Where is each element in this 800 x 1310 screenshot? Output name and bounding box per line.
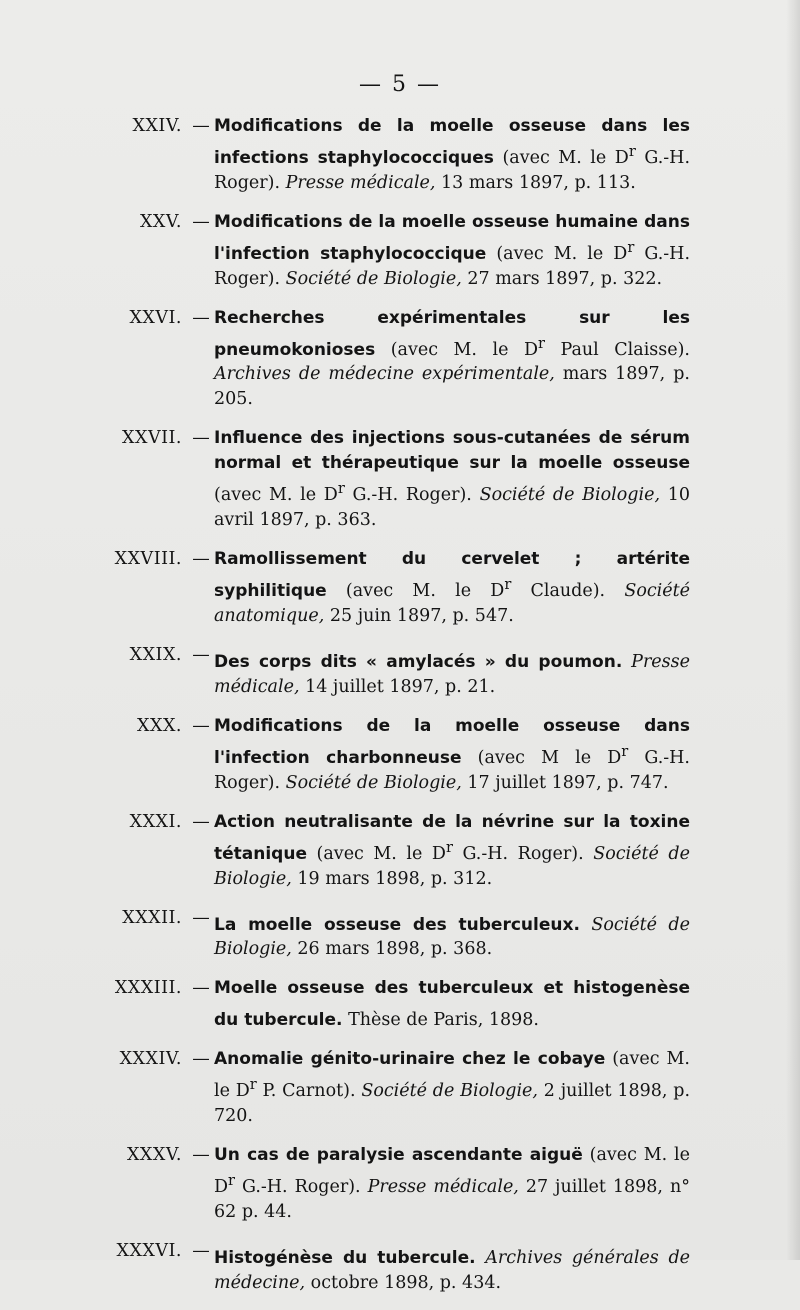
entry-text: Modifications de la moelle osseuse dans l'infection charbonneuse (avec M le $D^r$ G.-H. Roger). Société de Biologie, 17 juillet 1897, p. 747.: [214, 715, 690, 793]
entry-number: XXVIII.: [114, 549, 182, 570]
entry-dash: —: [192, 211, 210, 232]
entry-text: Modifications de la moelle osseuse humaine dans l'infection staphylococcique (avec M. le $D^r$ G.-H. Roger). Société de Biologie, 27 mars 1897, p. 322.: [214, 211, 691, 289]
entry-title: Des corps dits « amylacés » du poumon.: [214, 651, 623, 672]
entry-journal: Société de Biologie,: [214, 843, 690, 889]
entry-title: Anomalie génito-urinaire chez le cobaye: [214, 1049, 606, 1070]
entry-title: Action neutralisante de la névrine sur la toxine tétanique: [214, 811, 690, 864]
bibliography-entry: [70, 210, 690, 292]
entry-journal: Société de Biologie,: [479, 485, 661, 506]
entry-number: XXXI.: [129, 811, 182, 832]
bibliography-entry: [70, 643, 690, 700]
entry-text: Action neutralisante de la névrine sur la toxine tétanique (avec M. le $D^r$ G.-H. Roger). Société de Biologie, 19 mars 1898, p. 312.: [214, 811, 690, 889]
bibliography-entry: [70, 426, 690, 533]
entry-journal: Société de Biologie,: [361, 1081, 538, 1102]
entry-dash: —: [192, 715, 210, 736]
entry-number: XXXIII.: [114, 978, 182, 999]
entry-text: Recherches expérimentales sur les pneumokonioses (avec M. le $D^r$ Paul Claisse). Archives de médecine expérimentale, mars 1897, p. 205.: [214, 307, 690, 410]
entry-journal: Presse médicale,: [367, 1176, 519, 1197]
entry-journal: Société de Biologie,: [285, 772, 462, 793]
entry-text: La moelle osseuse des tuberculeux. Société de Biologie, 26 mars 1898, p. 368.: [214, 914, 690, 960]
entry-number: XXXIV.: [119, 1049, 182, 1070]
entry-dash: —: [192, 1049, 210, 1070]
entry-journal: Société de Biologie,: [214, 914, 690, 960]
entry-text: Histogénèse du tubercule. Archives générales de médecine, octobre 1898, p. 434.: [214, 1247, 690, 1293]
entry-dash: —: [192, 428, 210, 449]
entry-title: Recherches expérimentales sur les pneumokonioses: [214, 307, 690, 360]
bibliography-list: [70, 114, 690, 1310]
entry-title: Histogénèse du tubercule.: [214, 1247, 476, 1268]
entry-text: Influence des injections sous-cutanées de sérum normal et thérapeutique sur la moelle osseuse (avec M. le $D^r$ G.-H. Roger). Société de Biologie, 10 avril 1897, p. 363.: [214, 428, 690, 531]
bibliography-entry: [70, 810, 690, 892]
bibliography-entry: [70, 1047, 690, 1129]
entry-text: Un cas de paralysie ascendante aiguë (avec M. le $D^r$ G.-H. Roger). Presse médicale, 27 juillet 1898, n° 62 p. 44.: [214, 1145, 690, 1222]
entry-title: Modifications de la moelle osseuse dans l'infection charbonneuse: [214, 715, 690, 768]
entry-title: Un cas de paralysie ascendante aiguë: [214, 1145, 583, 1166]
entry-number: XXX.: [137, 715, 182, 736]
entry-number: XXIX.: [129, 645, 182, 666]
entry-title: Moelle osseuse des tuberculeux et histogenèse du tubercule.: [214, 978, 690, 1031]
entry-number: XXIV.: [132, 116, 182, 136]
entry-number: XXVI.: [129, 307, 182, 328]
entry-journal: Archives de médecine expérimentale,: [214, 364, 555, 385]
entry-journal: Société anatomique,: [214, 581, 690, 627]
entry-text: Modifications de la moelle osseuse dans les infections staphylococciques (avec M. le $D^r$ G.-H. Roger). Presse médicale, 13 mars 1897, p. 113.: [214, 116, 691, 193]
page-edge-shadow: [786, 0, 800, 1260]
entry-dash: —: [192, 645, 210, 666]
entry-number: XXVII.: [122, 428, 182, 449]
entry-dash: —: [192, 978, 210, 999]
entry-text: Ramollissement du cervelet ; artérite syphilitique (avec M. le $D^r$ Claude). Société anatomique, 25 juin 1897, p. 547.: [214, 549, 690, 627]
entry-number: XXV.: [139, 211, 182, 232]
bibliography-entry: [70, 1239, 690, 1296]
bibliography-entry: [70, 306, 690, 413]
entry-number: XXXV.: [126, 1145, 182, 1166]
entry-dash: —: [192, 1240, 210, 1261]
bibliography-entry: [70, 114, 690, 196]
entry-dash: —: [192, 907, 210, 928]
bibliography-entry: [70, 547, 690, 629]
entry-title: Influence des injections sous-cutanées de sérum normal et thérapeutique sur la moelle osseuse: [214, 428, 690, 474]
bibliography-entry: [70, 906, 690, 963]
entry-text: Des corps dits « amylacés » du poumon. Presse médicale, 14 juillet 1897, p. 21.: [214, 651, 690, 697]
bibliography-entry: [70, 714, 690, 796]
entry-dash: —: [192, 116, 210, 136]
entry-journal: Archives générales de médecine,: [214, 1247, 690, 1293]
entry-journal: Presse médicale,: [285, 172, 436, 193]
entry-dash: —: [192, 549, 210, 570]
bibliography-entry: [70, 1143, 690, 1225]
entry-dash: —: [192, 307, 210, 328]
entry-journal: Presse médicale,: [214, 651, 690, 697]
entry-text: Anomalie génito-urinaire chez le cobaye (avec M. le $D^r$ P. Carnot). Société de Biologie, 2 juillet 1898, p. 720.: [214, 1049, 691, 1127]
entry-text: Moelle osseuse des tuberculeux et histogenèse du tubercule. Thèse de Paris, 1898.: [214, 978, 690, 1031]
entry-number: XXXII.: [122, 907, 182, 928]
entry-title: Modifications de la moelle osseuse humaine dans l'infection staphylococcique: [214, 211, 690, 264]
entry-journal: Société de Biologie,: [285, 268, 462, 289]
entry-dash: —: [192, 1145, 210, 1166]
entry-title: Ramollissement du cervelet ; artérite syphilitique: [214, 549, 690, 602]
entry-dash: —: [192, 811, 210, 832]
page-number: — 5 —: [359, 72, 441, 97]
entry-title: La moelle osseuse des tuberculeux.: [214, 914, 580, 935]
entry-number: XXXVI.: [116, 1240, 182, 1261]
entry-title: Modifications de la moelle osseuse dans les infections staphylococciques: [214, 116, 690, 168]
bibliography-entry: [70, 976, 690, 1033]
